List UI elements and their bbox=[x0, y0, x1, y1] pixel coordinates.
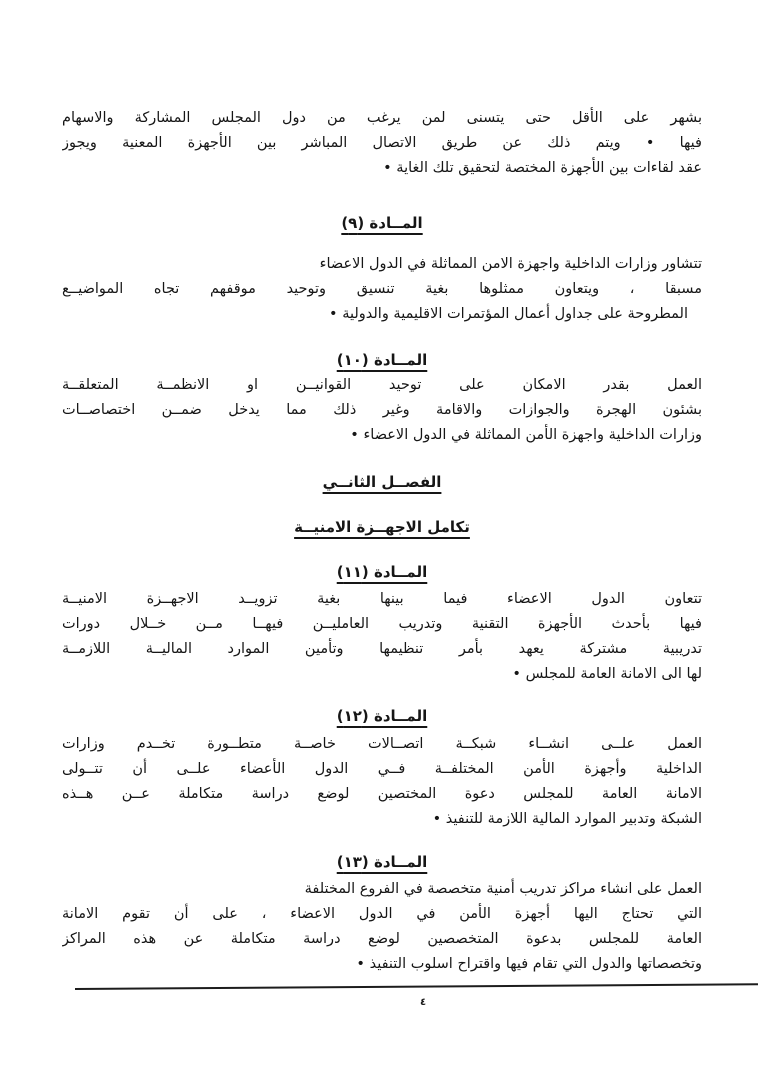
article-10-heading bbox=[62, 348, 702, 373]
text-line: بشهر على الأقل حتى يتسنى لمن يرغب من دول المجلس المشاركة والاسهام bbox=[62, 110, 702, 126]
paragraph-article-13 bbox=[62, 877, 702, 977]
text-line: فيها بأحدث الأجهزة التقنية وتدريب العامليــن فيهــا مــن خــلال دورات bbox=[62, 616, 702, 632]
article-12-heading bbox=[62, 704, 702, 729]
chapter-2-heading bbox=[62, 470, 702, 495]
page-number: ٤ bbox=[420, 997, 427, 1008]
text-line: تتعاون الدول الاعضاء فيما بينها بغية تزويــد الاجهــزة الامنيــة bbox=[62, 591, 702, 607]
paragraph-article-11 bbox=[62, 587, 702, 687]
article-9-heading bbox=[62, 211, 702, 236]
paragraph-article-9 bbox=[62, 252, 702, 327]
text-line: فيها • ويتم ذلك عن طريق الاتصال المباشر بين الأجهزة المعنية ويجوز bbox=[62, 135, 702, 151]
text-line: العمل علــى انشــاء شبكــة اتصــالات خاصــة متطــورة تخــدم وزارات bbox=[62, 736, 702, 752]
paragraph-article-10 bbox=[62, 373, 702, 448]
article-11-heading bbox=[62, 560, 702, 585]
article-13-heading bbox=[62, 850, 702, 875]
text-line: العمل على انشاء مراكز تدريب أمنية متخصصة في الفروع المختلفة bbox=[304, 881, 702, 897]
article-13-heading-text: المــادة (١٣) bbox=[336, 853, 428, 871]
text-line: المطروحة على جداول أعمال المؤتمرات الاقليمية والدولية • bbox=[329, 306, 688, 322]
text-line: مسبقا ، ويتعاون ممثلوها بغية تنسيق وتوحيد موقفهم تجاه المواضيــع bbox=[62, 281, 702, 297]
paragraph-intro bbox=[62, 106, 702, 181]
text-line: العمل بقدر الامكان على توحيد القوانيــن او الانظمــة المتعلقــة bbox=[62, 377, 702, 393]
chapter-2-heading-text: الفصــل الثانــي bbox=[322, 473, 442, 491]
footer-rule bbox=[75, 983, 758, 990]
article-10-heading-text: المــادة (١٠) bbox=[336, 351, 428, 369]
document-content bbox=[62, 106, 702, 977]
text-line: تدريبية مشتركة يعهد بأمر تنظيمها وتأمين الموارد الماليــة اللازمــة bbox=[62, 641, 702, 657]
text-line: العامة للمجلس بدعوة المتخصصين لوضع دراسة متكاملة عن هذه المراكز bbox=[62, 931, 702, 947]
text-line: عقد لقاءات بين الأجهزة المختصة لتحقيق تلك الغاية • bbox=[383, 160, 702, 176]
text-line: الامانة العامة للمجلس دعوة المختصين لوضع دراسة متكاملة عــن هــذه bbox=[62, 786, 702, 802]
text-line: وتخصصاتها والدول التي تقام فيها واقتراح اسلوب التنفيذ • bbox=[356, 956, 702, 972]
paragraph-article-12 bbox=[62, 732, 702, 832]
section-title bbox=[62, 515, 702, 540]
text-line: لها الى الامانة العامة للمجلس • bbox=[512, 666, 702, 682]
section-title-text: تكامل الاجهــزة الامنيــة bbox=[294, 518, 470, 536]
text-line: التي تحتاج اليها أجهزة الأمن في الدول الاعضاء ، على أن تقوم الامانة bbox=[62, 906, 702, 922]
text-line: بشئون الهجرة والجوازات والاقامة وغير ذلك مما يدخل ضمــن اختصاصــات bbox=[62, 402, 702, 418]
article-9-heading-text: المــادة (٩) bbox=[341, 214, 423, 232]
article-11-heading-text: المــادة (١١) bbox=[336, 563, 428, 581]
text-line: وزارات الداخلية واجهزة الأمن المماثلة في الدول الاعضاء • bbox=[350, 427, 702, 443]
text-line: الشبكة وتدبير الموارد المالية اللازمة للتنفيذ • bbox=[432, 811, 702, 827]
text-line: الداخلية وأجهزة الأمن المختلفــة فــي الدول الأعضاء علــى أن تتــولى bbox=[62, 761, 702, 777]
text-line: تتشاور وزارات الداخلية واجهزة الامن المماثلة في الدول الاعضاء bbox=[319, 256, 702, 272]
article-12-heading-text: المــادة (١٢) bbox=[336, 707, 428, 725]
